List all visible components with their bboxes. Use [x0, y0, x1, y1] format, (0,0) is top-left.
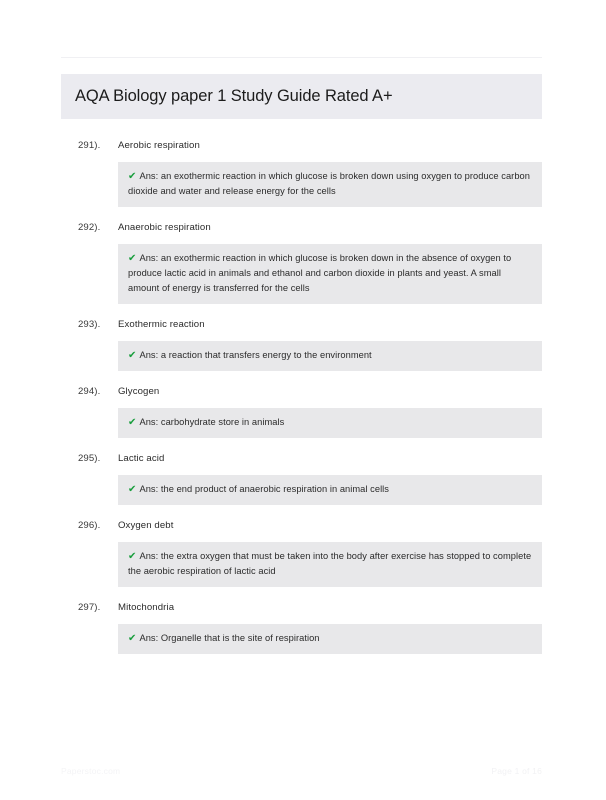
qa-number: 295). — [78, 453, 101, 464]
page-title: AQA Biology paper 1 Study Guide Rated A+ — [75, 86, 393, 105]
qa-answer-text: Ans: Organelle that is the site of respiration — [139, 633, 320, 643]
qa-answer-text: Ans: a reaction that transfers energy to the environment — [139, 350, 372, 360]
question-answer-list — [0, 139, 606, 668]
green-check-icon: ✔ — [128, 253, 137, 264]
green-check-icon: ✔ — [128, 171, 137, 182]
green-check-icon: ✔ — [128, 350, 137, 361]
qa-term-row — [0, 318, 606, 332]
qa-number: 297). — [78, 602, 101, 613]
qa-item — [0, 385, 606, 438]
qa-answer-text: Ans: the end product of anaerobic respiration in animal cells — [139, 484, 389, 494]
qa-term-row — [0, 452, 606, 466]
qa-item — [0, 139, 606, 207]
qa-number: 292). — [78, 222, 101, 233]
qa-answer-text: Ans: the extra oxygen that must be taken into the body after exercise has stopped to complete the aerobic respiration of lactic acid — [128, 551, 532, 576]
qa-answer — [118, 244, 542, 304]
qa-number: 293). — [78, 319, 101, 330]
qa-number: 296). — [78, 520, 101, 531]
qa-term: Mitochondria — [118, 602, 175, 613]
qa-term-row — [0, 221, 606, 235]
qa-term: Glycogen — [118, 386, 160, 397]
qa-answer — [118, 341, 542, 371]
qa-answer — [118, 624, 542, 654]
qa-answer — [118, 408, 542, 438]
green-check-icon: ✔ — [128, 633, 137, 644]
qa-term-row — [0, 519, 606, 533]
qa-answer — [118, 542, 542, 587]
qa-term-row — [0, 385, 606, 399]
footer-watermark: Paperstoc.com — [61, 766, 121, 776]
qa-answer-text: Ans: an exothermic reaction in which glucose is broken down using oxygen to produce carbon dioxide and water and release energy for the cells — [128, 171, 530, 196]
qa-number: 294). — [78, 386, 101, 397]
qa-item — [0, 601, 606, 654]
green-check-icon: ✔ — [128, 484, 137, 495]
footer-page-indicator: Page 1 of 16 — [491, 766, 542, 776]
qa-answer-text: Ans: an exothermic reaction in which glucose is broken down in the absence of oxygen to produce lactic acid in animals and ethanol and carbon dioxide in plants and yeast. A small amount of energy is transferred for the cells — [128, 253, 512, 293]
qa-term: Anaerobic respiration — [118, 222, 211, 233]
qa-item — [0, 519, 606, 587]
green-check-icon: ✔ — [128, 551, 137, 562]
qa-term-row — [0, 139, 606, 153]
qa-item — [0, 318, 606, 371]
qa-term: Exothermic reaction — [118, 319, 205, 330]
qa-answer — [118, 475, 542, 505]
qa-answer — [118, 162, 542, 207]
qa-term-row — [0, 601, 606, 615]
page-footer — [0, 766, 606, 784]
green-check-icon: ✔ — [128, 417, 137, 428]
qa-term: Oxygen debt — [118, 520, 174, 531]
qa-item — [0, 221, 606, 304]
qa-item — [0, 452, 606, 505]
qa-answer-text: Ans: carbohydrate store in animals — [139, 417, 285, 427]
qa-term: Lactic acid — [118, 453, 165, 464]
header-divider — [61, 57, 542, 58]
qa-term: Aerobic respiration — [118, 140, 200, 151]
qa-number: 291). — [78, 140, 101, 151]
document-header — [61, 74, 542, 119]
